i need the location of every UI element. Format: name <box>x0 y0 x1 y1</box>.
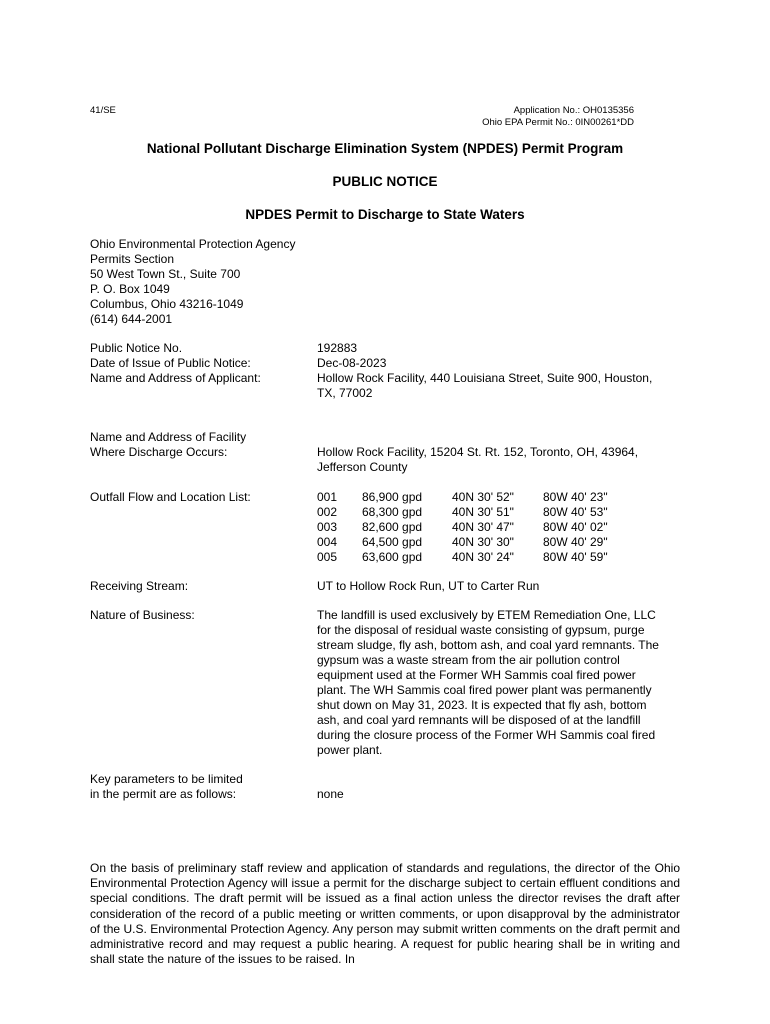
facility-label-line: Where Discharge Occurs: <box>90 445 228 459</box>
facility-label <box>90 430 246 460</box>
outfall-list <box>317 490 637 565</box>
receiving-stream-label: Receiving Stream: <box>90 579 189 593</box>
nature-line: during the closure process of the Former WH Sammis coal fired <box>317 728 656 742</box>
outfall-row <box>317 490 637 505</box>
applicant-label: Name and Address of Applicant: <box>90 371 261 385</box>
outfall-id: 004 <box>317 535 338 549</box>
facility-line: Hollow Rock Facility, 15204 St. Rt. 152, Toronto, OH, 43964, <box>317 445 639 459</box>
public-notice-no-value: 192883 <box>317 341 358 355</box>
key-parameters-label-line: Key parameters to be limited <box>90 772 243 786</box>
outfall-row <box>317 550 637 565</box>
outfall-latitude: 40N 30' 51" <box>452 505 514 519</box>
agency-line: Permits Section <box>90 252 175 266</box>
outfall-row <box>317 520 637 535</box>
outfall-latitude: 40N 30' 47" <box>452 520 514 534</box>
nature-line: for the disposal of residual waste consisting of gypsum, purge <box>317 623 645 637</box>
nature-line: ash, and coal yard remnants will be disposed of at the landfill <box>317 713 641 727</box>
outfall-latitude: 40N 30' 30" <box>452 535 514 549</box>
date-of-issue-value: Dec-08-2023 <box>317 356 387 370</box>
nature-line: equipment used at the Former WH Sammis coal fired power <box>317 668 636 682</box>
nature-line: plant. The WH Sammis coal fired power plant was permanently <box>317 683 652 697</box>
nature-of-business-label: Nature of Business: <box>90 608 195 622</box>
outfall-id: 003 <box>317 520 338 534</box>
agency-address <box>90 237 295 327</box>
outfall-id: 001 <box>317 490 338 504</box>
applicant-line: Hollow Rock Facility, 440 Louisiana Street, Suite 900, Houston, <box>317 371 653 385</box>
outfall-flow: 82,600 gpd <box>362 520 423 534</box>
applicant-line: TX, 77002 <box>317 386 373 400</box>
outfall-flow: 68,300 gpd <box>362 505 423 519</box>
nature-line: stream sludge, fly ash, bottom ash, and coal yard remnants. The <box>317 638 659 652</box>
outfall-longitude: 80W 40' 23" <box>543 490 608 504</box>
permit-title: NPDES Permit to Discharge to State Waters <box>245 207 525 222</box>
key-parameters-label-line: in the permit are as follows: <box>90 787 237 801</box>
nature-line: shut down on May 31, 2023. It is expected that fly ash, bottom <box>317 698 647 712</box>
public-notice-no-label: Public Notice No. <box>90 341 183 355</box>
facility-line: Jefferson County <box>317 460 408 474</box>
outfall-label: Outfall Flow and Location List: <box>90 490 251 504</box>
public-notice-title: PUBLIC NOTICE <box>332 174 438 189</box>
agency-line: Columbus, Ohio 43216-1049 <box>90 297 244 311</box>
facility-label-line: Name and Address of Facility <box>90 430 247 444</box>
key-parameters-label <box>90 772 243 802</box>
outfall-longitude: 80W 40' 59" <box>543 550 608 564</box>
facility-value <box>317 445 638 475</box>
agency-line: 50 West Town St., Suite 700 <box>90 267 241 281</box>
nature-line: gypsum was a waste stream from the air pollution control <box>317 653 620 667</box>
program-title: National Pollutant Discharge Elimination System (NPDES) Permit Program <box>146 141 624 156</box>
agency-line: (614) 644-2001 <box>90 312 173 326</box>
nature-of-business-value <box>317 608 659 758</box>
outfall-latitude: 40N 30' 24" <box>452 550 514 564</box>
outfall-flow: 63,600 gpd <box>362 550 423 564</box>
outfall-row <box>317 535 637 550</box>
outfall-longitude: 80W 40' 02" <box>543 520 608 534</box>
date-of-issue-label: Date of Issue of Public Notice: <box>90 356 251 370</box>
ohio-epa-permit-number: Ohio EPA Permit No.: 0IN00261*DD <box>482 117 634 128</box>
outfall-id: 005 <box>317 550 338 564</box>
application-number: Application No.: OH0135356 <box>513 105 634 116</box>
applicant-value <box>317 371 652 401</box>
receiving-stream-value: UT to Hollow Rock Run, UT to Carter Run <box>317 579 540 593</box>
outfall-flow: 86,900 gpd <box>362 490 423 504</box>
outfall-longitude: 80W 40' 53" <box>543 505 608 519</box>
document-code: 41/SE <box>90 105 116 116</box>
outfall-flow: 64,500 gpd <box>362 535 423 549</box>
outfall-longitude: 80W 40' 29" <box>543 535 608 549</box>
agency-line: P. O. Box 1049 <box>90 282 170 296</box>
key-parameters-value: none <box>317 787 344 801</box>
nature-line: The landfill is used exclusively by ETEM Remediation One, LLC <box>317 608 656 622</box>
outfall-id: 002 <box>317 505 338 519</box>
closing-paragraph: On the basis of preliminary staff review and application of standards and regulations, the director of the Ohio Environmental Protection Agency will issue a permit for the discharge subject to certain effluent conditions and special conditions. The draft permit will be issued as a final action unless the director revises the draft after consideration of the record of a public meeting or written comments, or upon disapproval by the administrator of the U.S. Environmental Protection Agency. Any person may submit written comments on the draft permit and administrative record and may request a public hearing. A request for public hearing shall be in writing and shall state the nature of the issues to be raised. In <box>90 861 680 967</box>
nature-line: power plant. <box>317 743 383 757</box>
agency-line: Ohio Environmental Protection Agency <box>90 237 296 251</box>
outfall-row <box>317 505 637 520</box>
outfall-latitude: 40N 30' 52" <box>452 490 514 504</box>
